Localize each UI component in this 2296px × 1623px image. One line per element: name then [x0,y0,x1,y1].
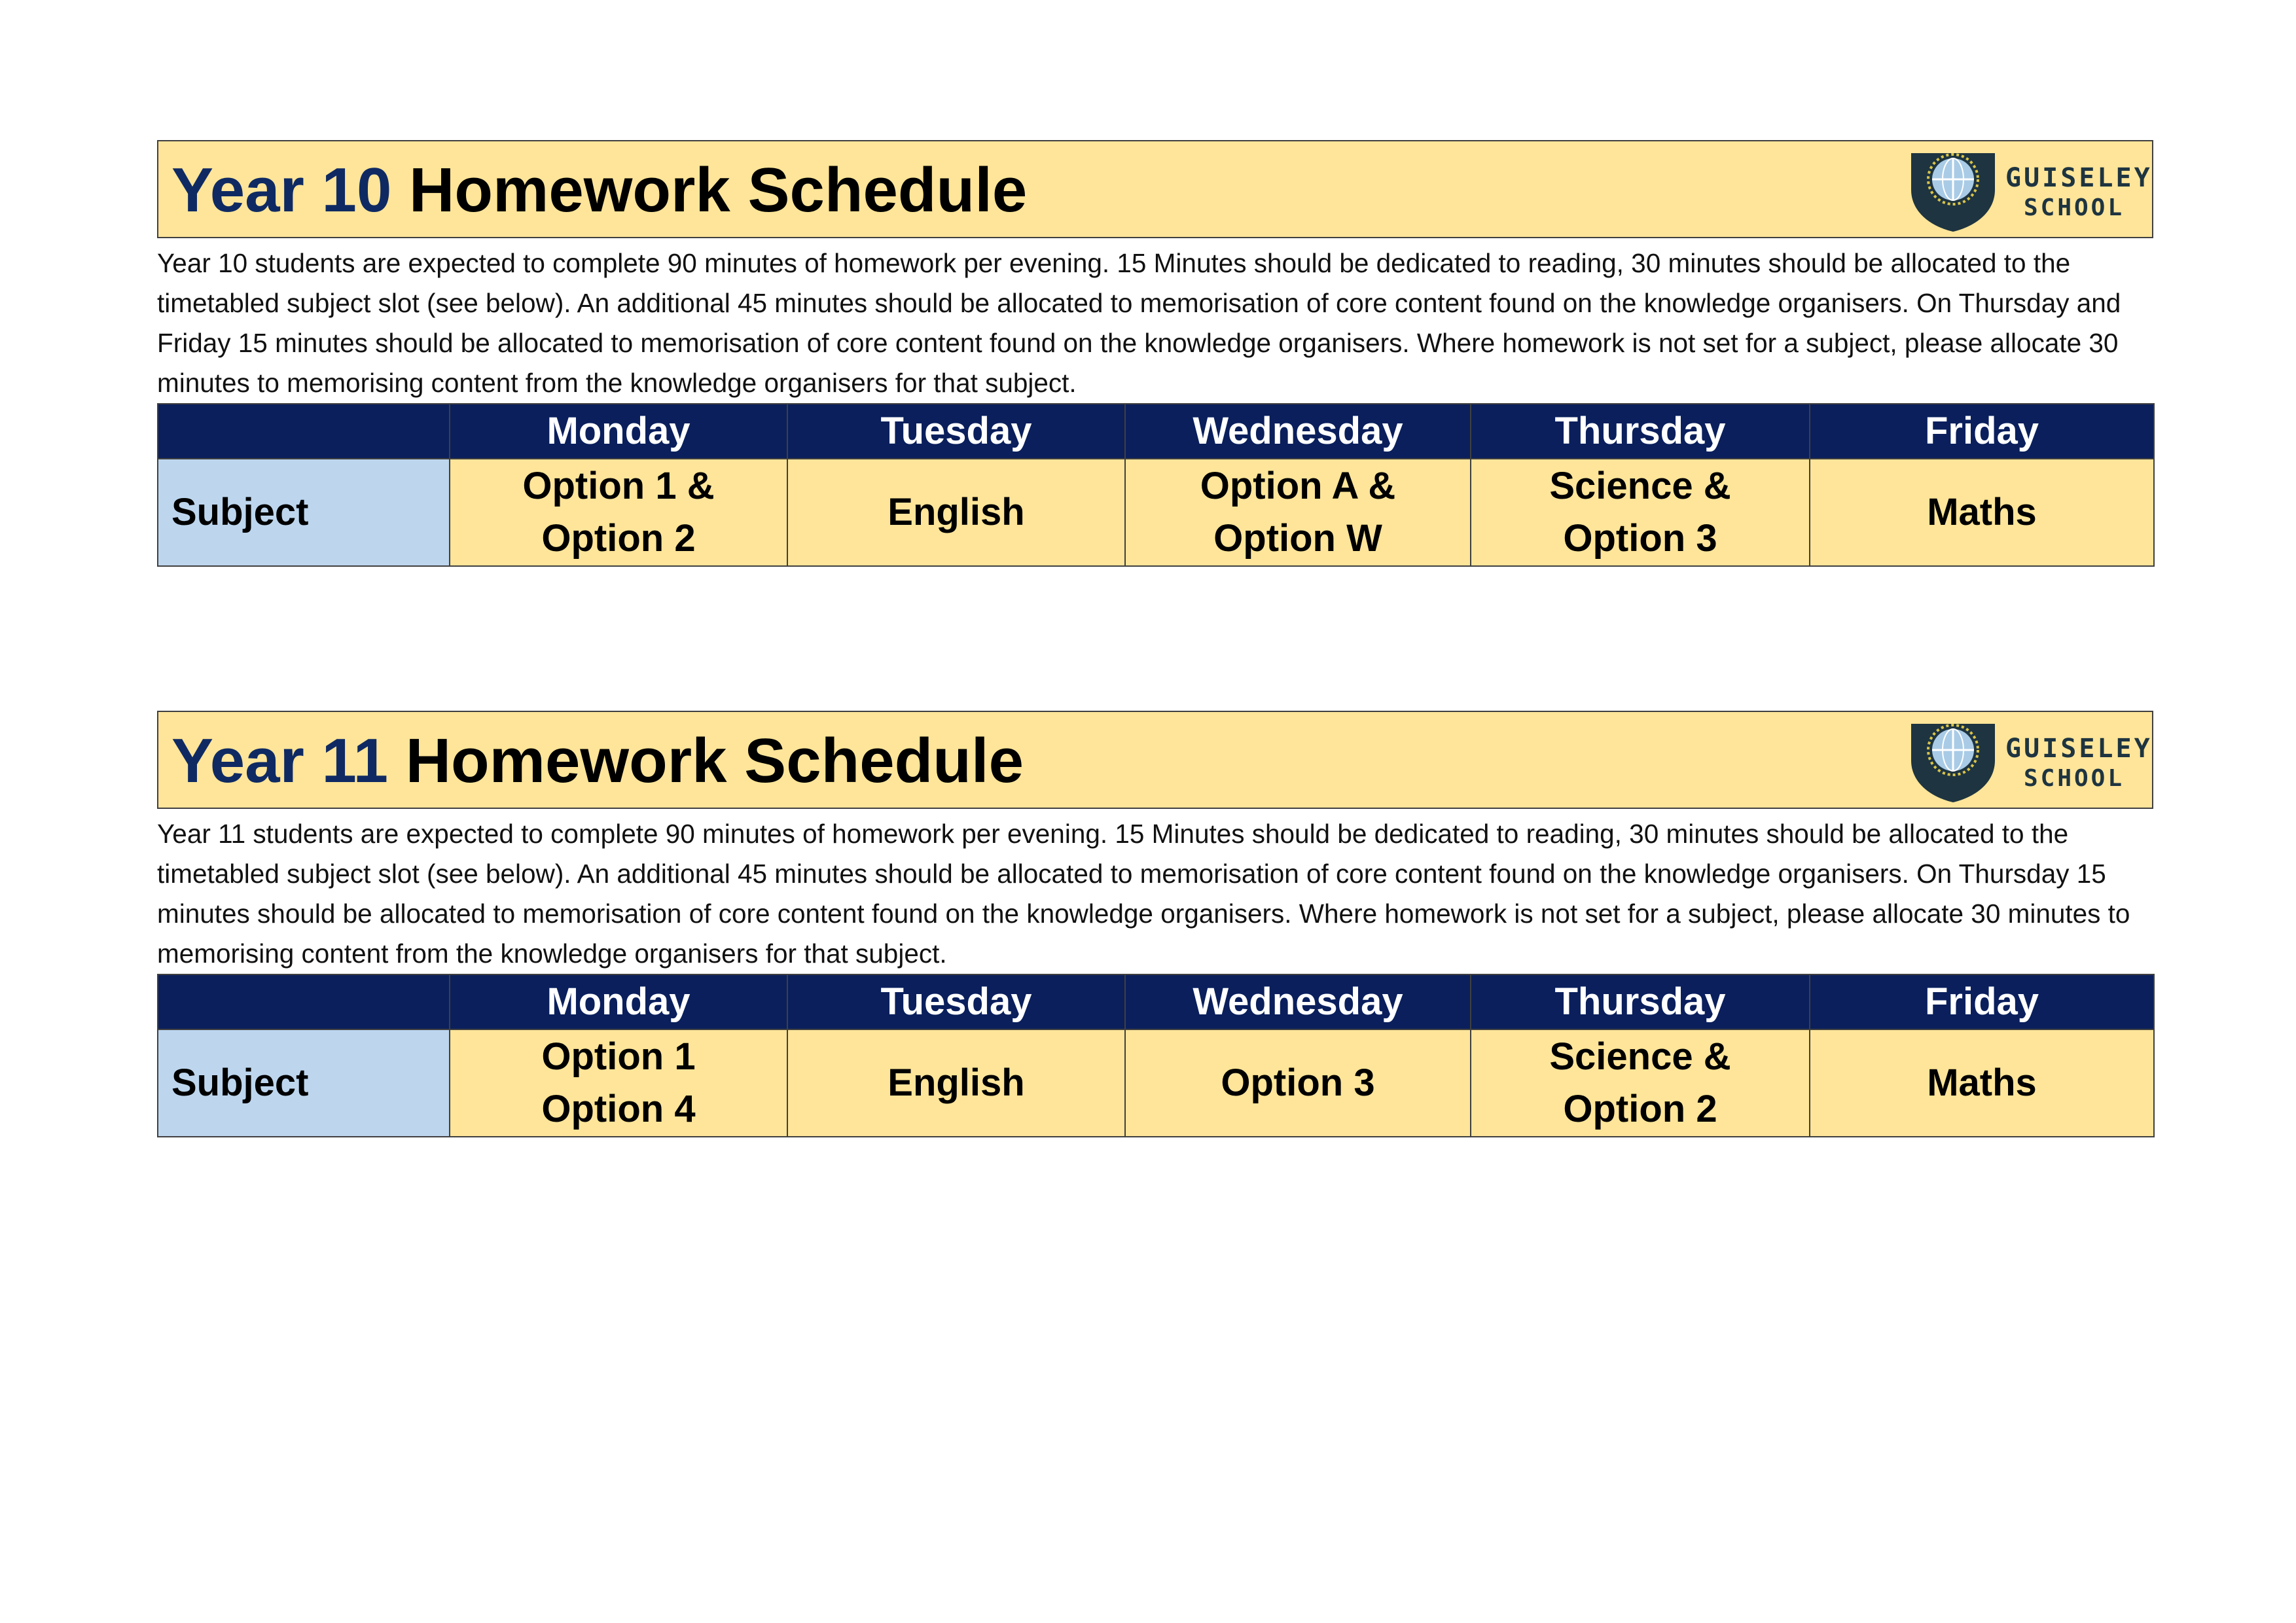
subject-cell-line: Maths [1927,491,2037,533]
subject-cell-line: Option A & [1200,465,1396,507]
subject-cell-line: Option 1 & [522,465,715,507]
school-logo [1907,149,2153,233]
subject-cell-line: Option 2 [1563,1088,1717,1130]
year10-title-rest: Homework Schedule [409,155,1028,225]
logo-line1: GUISELEY [2005,163,2153,193]
day-header: Tuesday [787,404,1125,459]
logo-line1: GUISELEY [2005,734,2153,764]
year11-title-year: Year 11 [171,726,389,796]
subject-cell-line: Option 3 [1563,517,1717,560]
year10-schedule-table [157,403,2155,567]
subject-cell-line: Option 3 [1221,1061,1375,1104]
subject-cell [450,1029,787,1137]
subject-cell-line: Option 2 [541,517,696,560]
day-header: Friday [1810,974,2154,1029]
table-header-row [158,974,2154,1029]
year11-title-rest: Homework Schedule [405,726,1024,796]
subject-cell [1125,459,1471,566]
subject-cell-line: Option 1 [541,1035,696,1078]
table-corner-cell [158,974,450,1029]
shield-icon [1907,149,1999,233]
year11-schedule-table [157,974,2155,1137]
day-header: Wednesday [1125,404,1471,459]
logo-line2: SCHOOL [2023,194,2125,221]
day-header: Monday [450,974,787,1029]
year11-section [157,711,2153,1137]
year10-description: Year 10 students are expected to complete 90 minutes of homework per evening. 15 Minutes should be dedicated to reading, 30 minutes should be allocated to the timetabled subject slot (see below). An additional 45 minutes should be allocated to memorisation of core content found on the knowledge organisers. On Thursday and Friday 15 minutes should be allocated to memorisation of core content found on the knowledge organisers. Where homework is not set for a subject, please allocate 30 minutes to memorising content from the knowledge organisers for that subject. [157,248,2121,398]
subject-row-label: Subject [158,1029,450,1137]
subject-row-label: Subject [158,459,450,566]
subject-cell [1125,1029,1471,1137]
day-header: Wednesday [1125,974,1471,1029]
year10-section [157,140,2153,567]
subject-cell-line: Option 4 [541,1088,696,1130]
year10-title-bar [157,140,2153,238]
subject-cell [1471,1029,1810,1137]
day-header: Thursday [1471,404,1810,459]
subject-cell-line: English [888,1061,1025,1104]
subject-cell-line: Science & [1549,1035,1731,1078]
year11-title [171,719,1024,804]
school-logo [1907,720,2153,804]
subject-cell [787,459,1125,566]
year11-title-bar [157,711,2153,809]
logo-line2: SCHOOL [2023,765,2125,792]
table-header-row [158,404,2154,459]
subject-cell-line: English [888,491,1025,533]
subject-cell [1810,1029,2154,1137]
subject-cell [1471,459,1810,566]
year10-title [171,148,1027,233]
day-header: Tuesday [787,974,1125,1029]
day-header: Friday [1810,404,2154,459]
logo-wordmark [2005,733,2153,793]
subject-cell [450,459,787,566]
subject-cell-line: Maths [1927,1061,2037,1104]
logo-wordmark [2005,162,2153,223]
subject-cell-line: Science & [1549,465,1731,507]
subject-cell-line: Option W [1213,517,1382,560]
year10-title-year: Year 10 [171,155,392,225]
shield-icon [1907,720,1999,804]
day-header: Thursday [1471,974,1810,1029]
subject-cell [1810,459,2154,566]
subject-cell [787,1029,1125,1137]
table-row [158,1029,2154,1137]
table-row [158,459,2154,566]
year11-description: Year 11 students are expected to complete 90 minutes of homework per evening. 15 Minutes should be dedicated to reading, 30 minutes should be allocated to the timetabled subject slot (see below). An additional 45 minutes should be allocated to memorisation of core content found on the knowledge organisers. On Thursday 15 minutes should be allocated to memorisation of core content found on the knowledge organisers. Where homework is not set for a subject, please allocate 30 minutes to memorising content from the knowledge organisers for that subject. [157,819,2130,969]
table-corner-cell [158,404,450,459]
day-header: Monday [450,404,787,459]
